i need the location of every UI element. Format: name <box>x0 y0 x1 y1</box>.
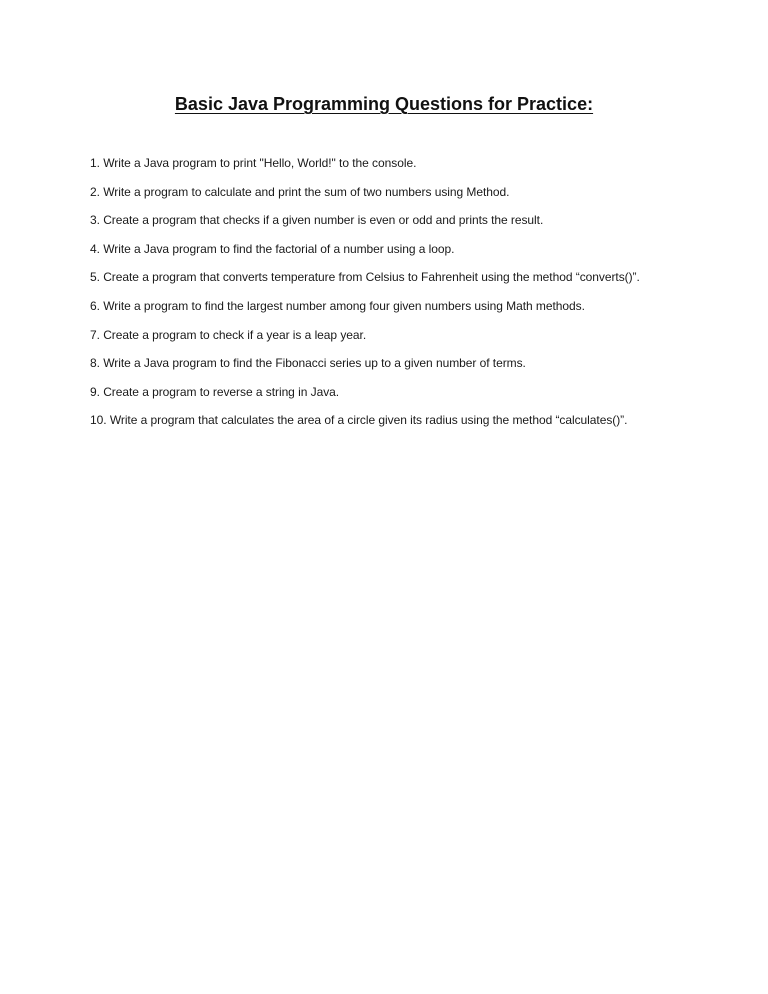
question-item: 4. Write a Java program to find the factorial of a number using a loop. <box>90 241 455 256</box>
page-title: Basic Java Programming Questions for Practice: <box>174 94 594 114</box>
question-item: 5. Create a program that converts temperature from Celsius to Fahrenheit using the method “converts()”. <box>90 270 640 285</box>
question-item: 6. Write a program to find the largest number among four given numbers using Math methods. <box>90 298 585 313</box>
question-item: 3. Create a program that checks if a given number is even or odd and prints the result. <box>90 213 544 228</box>
question-item: 8. Write a Java program to find the Fibonacci series up to a given number of terms. <box>90 356 526 371</box>
question-item: 1. Write a Java program to print "Hello, World!" to the console. <box>90 156 417 170</box>
question-list <box>90 155 730 441</box>
question-item: 7. Create a program to check if a year is a leap year. <box>90 327 367 342</box>
question-item: 2. Write a program to calculate and print the sum of two numbers using Method. <box>90 184 510 199</box>
question-item: 9. Create a program to reverse a string in Java. <box>90 384 340 399</box>
question-item: 10. Write a program that calculates the area of a circle given its radius using the method “calculates()”. <box>90 413 628 428</box>
